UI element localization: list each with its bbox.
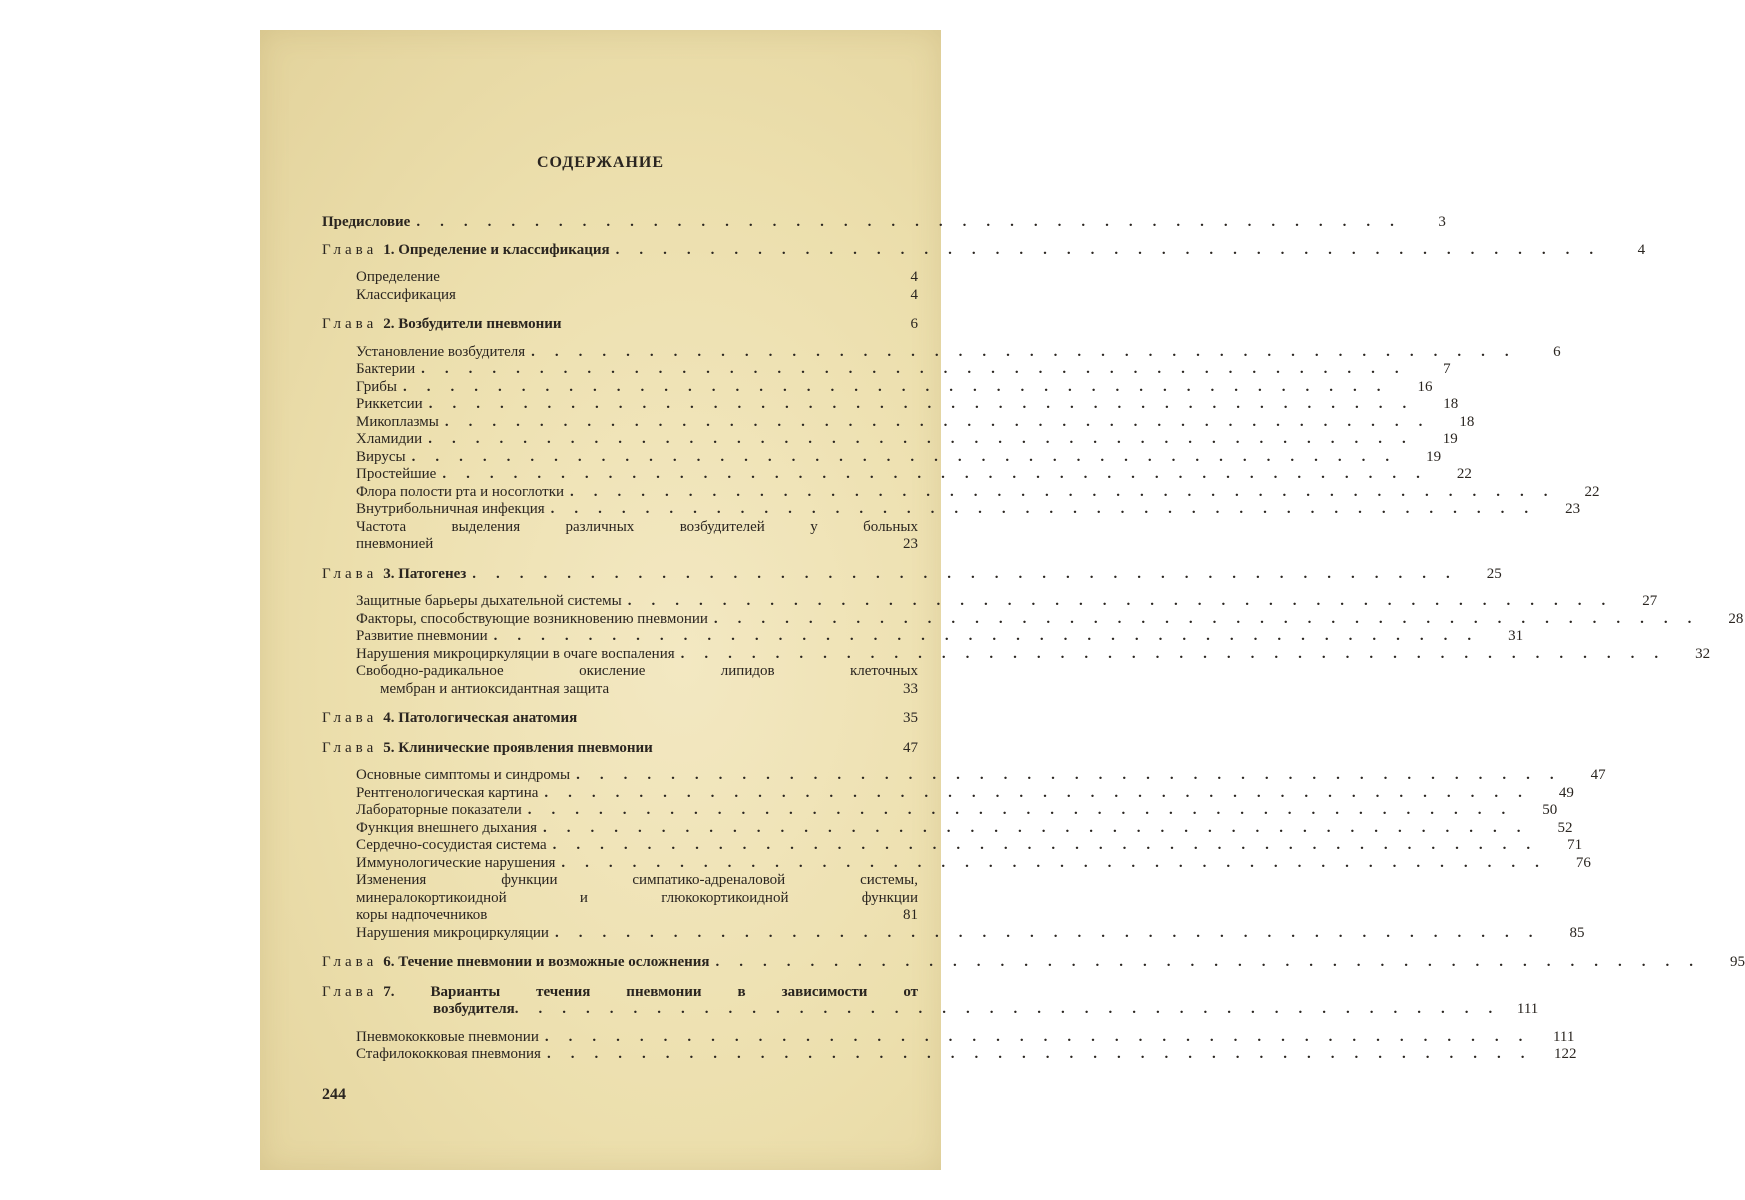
toc-entry (322, 802, 1558, 820)
chapter-label: Глава (322, 710, 378, 726)
toc-entry-page: 32 (1695, 645, 1711, 662)
toc-entry-title: Классификация (356, 286, 456, 303)
toc-entry-title: Бактерии (356, 361, 416, 377)
toc-entry (322, 361, 1451, 379)
toc-entry (322, 483, 1600, 502)
toc-entry (322, 784, 1574, 803)
dot-leader: .......................................... (713, 610, 1712, 627)
toc-entry-page: 50 (1542, 802, 1558, 818)
toc-entry-title: Установление возбудителя (356, 343, 526, 360)
chapter-number: 3. (383, 565, 395, 582)
toc-entry-page: 16 (1417, 378, 1433, 395)
toc-entry-title: Патологическая анатомия (398, 710, 578, 726)
chapter-label: Глава (322, 739, 378, 756)
toc-entry-page: 122 (1553, 1046, 1577, 1062)
toc-chapter-2 (322, 316, 918, 334)
chapter-label: Глава (322, 983, 378, 1000)
dot-leader: .......................................... (411, 448, 1410, 465)
dot-leader: .......................................... (493, 628, 1492, 644)
page-title: СОДЕРЖАНИЕ (536, 154, 665, 171)
toc-entry-line: пневмонией (356, 536, 434, 552)
toc-entry-title: Хламидии (356, 431, 423, 447)
dot-leader: .......................................... (428, 431, 1426, 447)
toc-entry-multiline (322, 872, 918, 925)
toc-entry-page: 81 (903, 907, 918, 923)
toc-entry-page: 25 (1486, 565, 1502, 582)
toc-entry (322, 448, 1442, 467)
dot-leader: .......................................... (543, 819, 1541, 836)
dot-leader: .......................................... (546, 1046, 1545, 1062)
toc-entry-title: Флора полости рта и носоглотки (356, 483, 565, 500)
toc-entry (322, 466, 1472, 484)
toc-entry-page: 35 (903, 710, 918, 726)
dot-leader: .......................................... (444, 413, 1443, 430)
dot-leader: .......................................... (428, 396, 1427, 412)
page-number: 244 (322, 1086, 346, 1103)
toc-entry-title: Микоплазмы (356, 413, 439, 430)
chapter-label: Глава (322, 241, 378, 258)
toc-entry-title: Внутрибольничная инфекция (356, 501, 545, 517)
toc-entry-page: 49 (1558, 784, 1574, 801)
toc-entry-title: Определение (356, 269, 440, 285)
toc-entry (322, 767, 1606, 785)
toc-chapter-3 (322, 565, 1502, 584)
toc-entry-line: коры надпочечников (356, 907, 488, 923)
toc-entry-multiline (322, 519, 918, 554)
toc-entry-title: Риккетсии (356, 396, 423, 412)
dot-leader: .......................................... (531, 343, 1529, 360)
toc-entry-title: Вирусы (356, 448, 406, 465)
dot-leader: .......................................... (527, 802, 1526, 818)
toc-entry-title: Защитные барьеры дыхательной системы (356, 593, 622, 609)
dot-leader: .......................................... (544, 784, 1542, 801)
toc-entry-page: 33 (903, 680, 918, 697)
toc-entry (322, 343, 1561, 362)
toc-entry (322, 854, 1591, 873)
chapter-number: 4. (383, 710, 395, 726)
toc-entry-page: 52 (1557, 819, 1573, 836)
toc-entry-title: Основные симптомы и синдромы (356, 767, 571, 783)
toc-entry (322, 819, 1573, 838)
dot-leader: .......................................... (615, 241, 1614, 258)
book-page (260, 30, 1745, 1170)
toc-entry (322, 269, 918, 287)
dot-leader: .......................................... (550, 501, 1549, 517)
toc-entry-title: Нарушения микроциркуляции (356, 924, 549, 941)
toc-entry-page: 4 (1637, 241, 1646, 258)
toc-entry-title: Развитие пневмонии (356, 628, 488, 644)
toc-entry-page: 7 (1443, 361, 1451, 377)
toc-chapter-4 (322, 710, 918, 728)
toc-entry-title: Простейшие (356, 466, 437, 482)
toc-entry-title: Лабораторные показатели (356, 802, 522, 818)
toc-entry (322, 501, 1581, 519)
toc-entry-page: 111 (1516, 1001, 1539, 1017)
toc-entry-line: возбудителя (433, 1001, 515, 1017)
toc-entry-title: Функция внешнего дыхания (356, 819, 538, 836)
chapter-label: Глава (322, 954, 378, 970)
toc-entry-line: Частота выделения различных возбудителей у больных (356, 518, 918, 535)
dot-leader: .......................................... (472, 565, 1470, 582)
toc-entry-page: 18 (1443, 396, 1459, 412)
toc-entry-title: Иммунологические нарушения (356, 854, 556, 871)
chapter-number: 1. (383, 241, 395, 258)
chapter-number: 5. (383, 739, 395, 756)
dot-leader: .......................................... (552, 837, 1551, 853)
dot-leader: .......................................... (416, 214, 1414, 230)
dot-leader: .......................................... (627, 593, 1626, 609)
toc-entry-title: Грибы (356, 378, 397, 395)
toc-entry-page: 76 (1575, 854, 1591, 871)
chapter-number: 6. (383, 954, 395, 970)
toc-entry-line: Свободно-радикальное окисление липидов клеточных (356, 663, 918, 679)
toc-entry-title: Патогенез (398, 565, 467, 582)
toc-entry-page: 47 (903, 739, 918, 756)
toc-entry-title: Сердечно-сосудистая система (356, 837, 547, 853)
toc-chapter-1 (322, 241, 1646, 260)
toc-entry (322, 593, 1658, 611)
dot-leader: .......................................... (554, 924, 1553, 941)
toc-entry-line: минералокортикоидной и глюкокортикоидной функции (356, 889, 918, 906)
toc-entry (322, 924, 1585, 943)
toc-entry-line: мембран и антиоксидантная защита (380, 680, 610, 697)
toc-entry-multiline (322, 663, 918, 698)
toc-entry (322, 413, 1475, 432)
toc-entry (322, 628, 1524, 646)
chapter-label: Глава (322, 316, 378, 332)
toc-entry-page: 31 (1508, 628, 1524, 644)
dot-leader: .......................................... (544, 1028, 1543, 1045)
toc-entry-page: 4 (910, 269, 918, 285)
toc-entry-title: Факторы, способствующие возникновению пневмонии (356, 610, 708, 627)
toc-entry (322, 1046, 1577, 1064)
toc-entry-title: Нарушения микроциркуляции в очаге воспаления (356, 645, 675, 662)
toc-entry (322, 378, 1433, 397)
toc-entry-line: Варианты течения пневмонии в зависимости от (430, 983, 918, 1000)
chapter-number: 2. (383, 316, 395, 332)
table-of-contents (322, 214, 1745, 1064)
toc-entry-page: 71 (1567, 837, 1583, 853)
toc-entry-page: 27 (1642, 593, 1658, 609)
toc-entry (322, 396, 1459, 414)
toc-entry-page: 6 (910, 316, 918, 332)
toc-entry-page: 22 (1456, 466, 1472, 482)
toc-entry-page: 6 (1553, 343, 1561, 360)
toc-entry-page: 47 (1590, 767, 1606, 783)
toc-entry-title: Определение и классификация (398, 241, 610, 258)
toc-chapter-6 (322, 954, 1745, 972)
toc-entry-title: Пневмококковые пневмонии (356, 1028, 539, 1045)
toc-entry (322, 610, 1744, 629)
toc-entry-line: Изменения функции симпатико-адреналовой системы, (356, 872, 918, 888)
toc-entry-page: 85 (1569, 924, 1585, 941)
toc-entry-title: Течение пневмонии и возможные осложнения (398, 954, 710, 970)
dot-leader: .......................................... (680, 645, 1679, 662)
dot-leader: .......................................... (442, 466, 1440, 482)
dot-leader: .......................................... (561, 854, 1559, 871)
dot-leader: .......................................... (576, 767, 1574, 783)
dot-leader: .......................................... (402, 378, 1401, 395)
toc-entry-page: 23 (903, 536, 918, 552)
toc-entry-title: Возбудители пневмонии (398, 316, 562, 332)
toc-entry-title: Клинические проявления пневмонии (398, 739, 653, 756)
dot-leader: .......................................... (715, 954, 1714, 970)
toc-entry (322, 837, 1583, 855)
toc-chapter-7 (322, 983, 1539, 1019)
chapter-label: Глава (322, 565, 378, 582)
toc-entry-page: 3 (1438, 214, 1446, 230)
toc-entry-page: 4 (910, 286, 918, 303)
dot-leader: .......................................... (570, 483, 1568, 500)
toc-entry (322, 431, 1458, 449)
toc-chapter-5 (322, 740, 918, 758)
toc-entry-title: Рентгенологическая картина (356, 784, 539, 801)
toc-entry (322, 1028, 1575, 1047)
toc-entry-page: 23 (1565, 501, 1581, 517)
toc-entry-page: 18 (1459, 413, 1475, 430)
dot-leader: .......................................... (514, 1001, 1513, 1017)
toc-entry (322, 287, 918, 305)
toc-entry-page: 19 (1442, 431, 1458, 447)
toc-entry-page: 22 (1584, 483, 1600, 500)
toc-entry-title: Стафилококковая пневмония (356, 1046, 541, 1062)
toc-entry (322, 645, 1711, 664)
toc-entry-title: Предисловие (322, 214, 411, 230)
chapter-number: 7. (383, 983, 395, 1000)
toc-entry-page: 19 (1426, 448, 1442, 465)
toc-entry-page: 95 (1730, 954, 1745, 970)
toc-entry-page: 28 (1728, 610, 1744, 627)
toc-entry-preface (322, 214, 1446, 232)
toc-entry-page: 111 (1552, 1028, 1575, 1045)
dot-leader: .......................................... (421, 361, 1419, 377)
